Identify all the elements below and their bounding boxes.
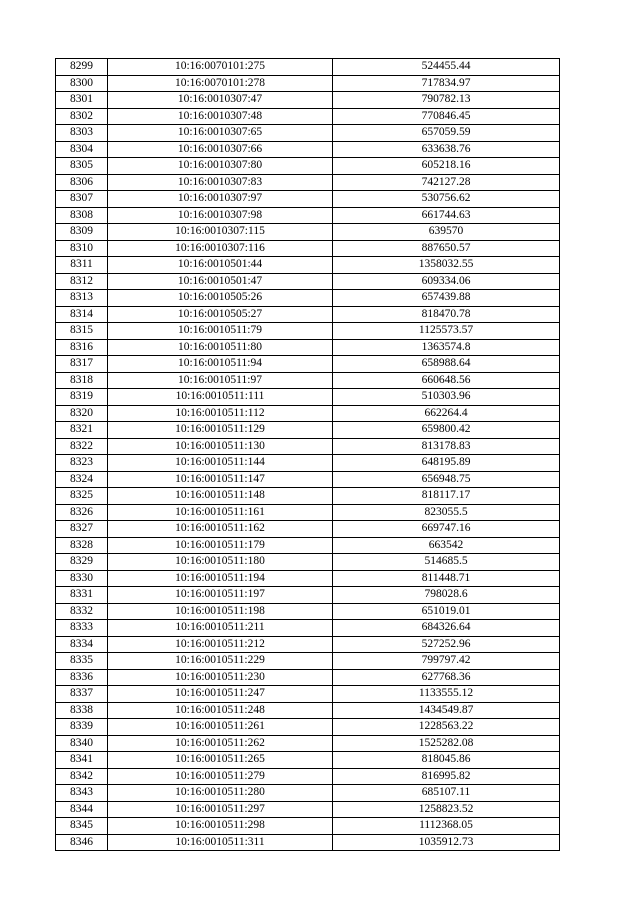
cadastral-number-cell: 10:16:0010511:147	[108, 471, 333, 488]
cadastral-number-cell: 10:16:0010505:26	[108, 290, 333, 307]
row-number-cell: 8346	[56, 834, 108, 851]
value-cell: 1525282.08	[333, 735, 560, 752]
row-number-cell: 8339	[56, 719, 108, 736]
value-cell: 1258823.52	[333, 801, 560, 818]
cadastral-number-cell: 10:16:0010511:161	[108, 504, 333, 521]
value-cell: 685107.11	[333, 785, 560, 802]
row-number-cell: 8318	[56, 372, 108, 389]
table-row	[56, 240, 560, 257]
row-number-cell: 8344	[56, 801, 108, 818]
cadastral-number-cell: 10:16:0010511:80	[108, 339, 333, 356]
cadastral-number-cell: 10:16:0010307:80	[108, 158, 333, 175]
cadastral-number-cell: 10:16:0010307:83	[108, 174, 333, 191]
value-cell: 1434549.87	[333, 702, 560, 719]
cadastral-number-cell: 10:16:0010307:66	[108, 141, 333, 158]
value-cell: 669747.16	[333, 521, 560, 538]
value-cell: 813178.83	[333, 438, 560, 455]
cadastral-number-cell: 10:16:0010511:179	[108, 537, 333, 554]
cadastral-number-cell: 10:16:0010511:211	[108, 620, 333, 637]
cadastral-number-cell: 10:16:0010307:47	[108, 92, 333, 109]
cadastral-number-cell: 10:16:0010501:44	[108, 257, 333, 274]
table-row	[56, 207, 560, 224]
value-cell: 648195.89	[333, 455, 560, 472]
value-cell: 1112368.05	[333, 818, 560, 835]
row-number-cell: 8336	[56, 669, 108, 686]
row-number-cell: 8331	[56, 587, 108, 604]
table-row	[56, 174, 560, 191]
table-row	[56, 801, 560, 818]
cadastral-number-cell: 10:16:0010511:94	[108, 356, 333, 373]
table-row	[56, 636, 560, 653]
table-row	[56, 356, 560, 373]
table-row	[56, 141, 560, 158]
cadastral-number-cell: 10:16:0010511:162	[108, 521, 333, 538]
cadastral-number-cell: 10:16:0010511:194	[108, 570, 333, 587]
value-cell: 887650.57	[333, 240, 560, 257]
table-row	[56, 158, 560, 175]
table-row	[56, 323, 560, 340]
value-cell: 656948.75	[333, 471, 560, 488]
row-number-cell: 8308	[56, 207, 108, 224]
table-row	[56, 422, 560, 439]
row-number-cell: 8302	[56, 108, 108, 125]
value-cell: 662264.4	[333, 405, 560, 422]
value-cell: 605218.16	[333, 158, 560, 175]
cadastral-number-cell: 10:16:0010511:148	[108, 488, 333, 505]
row-number-cell: 8328	[56, 537, 108, 554]
row-number-cell: 8333	[56, 620, 108, 637]
value-cell: 684326.64	[333, 620, 560, 637]
value-cell: 818470.78	[333, 306, 560, 323]
cadastral-number-cell: 10:16:0010511:298	[108, 818, 333, 835]
row-number-cell: 8322	[56, 438, 108, 455]
value-cell: 633638.76	[333, 141, 560, 158]
row-number-cell: 8332	[56, 603, 108, 620]
row-number-cell: 8316	[56, 339, 108, 356]
table-row	[56, 653, 560, 670]
value-cell: 651019.01	[333, 603, 560, 620]
value-cell: 627768.36	[333, 669, 560, 686]
cadastral-number-cell: 10:16:0010511:97	[108, 372, 333, 389]
value-cell: 811448.71	[333, 570, 560, 587]
cadastral-number-cell: 10:16:0010511:198	[108, 603, 333, 620]
row-number-cell: 8329	[56, 554, 108, 571]
table-row	[56, 75, 560, 92]
table-row	[56, 273, 560, 290]
row-number-cell: 8321	[56, 422, 108, 439]
table-row	[56, 768, 560, 785]
row-number-cell: 8330	[56, 570, 108, 587]
table-row	[56, 537, 560, 554]
row-number-cell: 8306	[56, 174, 108, 191]
cadastral-number-cell: 10:16:0010511:79	[108, 323, 333, 340]
cadastral-number-cell: 10:16:0010511:280	[108, 785, 333, 802]
row-number-cell: 8304	[56, 141, 108, 158]
value-cell: 639570	[333, 224, 560, 241]
table-row	[56, 620, 560, 637]
cadastral-number-cell: 10:16:0010501:47	[108, 273, 333, 290]
value-cell: 1133555.12	[333, 686, 560, 703]
cadastral-number-cell: 10:16:0010511:230	[108, 669, 333, 686]
table-row	[56, 339, 560, 356]
table-row	[56, 389, 560, 406]
cadastral-number-cell: 10:16:0010511:180	[108, 554, 333, 571]
value-cell: 818117.17	[333, 488, 560, 505]
cadastral-number-cell: 10:16:0010307:98	[108, 207, 333, 224]
table-row	[56, 834, 560, 851]
cadastral-number-cell: 10:16:0010505:27	[108, 306, 333, 323]
row-number-cell: 8303	[56, 125, 108, 142]
cadastral-number-cell: 10:16:0010307:97	[108, 191, 333, 208]
row-number-cell: 8338	[56, 702, 108, 719]
value-cell: 524455.44	[333, 59, 560, 76]
table-row	[56, 785, 560, 802]
row-number-cell: 8337	[56, 686, 108, 703]
value-cell: 823055.5	[333, 504, 560, 521]
row-number-cell: 8325	[56, 488, 108, 505]
table-row	[56, 702, 560, 719]
value-cell: 818045.86	[333, 752, 560, 769]
row-number-cell: 8300	[56, 75, 108, 92]
cadastral-number-cell: 10:16:0010511:229	[108, 653, 333, 670]
data-table	[55, 58, 560, 851]
row-number-cell: 8323	[56, 455, 108, 472]
table-row	[56, 224, 560, 241]
table-row	[56, 686, 560, 703]
value-cell: 659800.42	[333, 422, 560, 439]
value-cell: 798028.6	[333, 587, 560, 604]
table-row	[56, 669, 560, 686]
row-number-cell: 8327	[56, 521, 108, 538]
table-row	[56, 306, 560, 323]
value-cell: 530756.62	[333, 191, 560, 208]
row-number-cell: 8319	[56, 389, 108, 406]
row-number-cell: 8301	[56, 92, 108, 109]
table-row	[56, 603, 560, 620]
cadastral-number-cell: 10:16:0010307:116	[108, 240, 333, 257]
cadastral-number-cell: 10:16:0010511:265	[108, 752, 333, 769]
table-row	[56, 372, 560, 389]
cadastral-number-cell: 10:16:0010511:212	[108, 636, 333, 653]
cadastral-number-cell: 10:16:0010511:247	[108, 686, 333, 703]
value-cell: 717834.97	[333, 75, 560, 92]
table-row	[56, 521, 560, 538]
value-cell: 609334.06	[333, 273, 560, 290]
table-row	[56, 290, 560, 307]
value-cell: 742127.28	[333, 174, 560, 191]
value-cell: 799797.42	[333, 653, 560, 670]
row-number-cell: 8309	[56, 224, 108, 241]
cadastral-number-cell: 10:16:0010511:261	[108, 719, 333, 736]
cadastral-number-cell: 10:16:0010511:279	[108, 768, 333, 785]
row-number-cell: 8335	[56, 653, 108, 670]
table-row	[56, 818, 560, 835]
row-number-cell: 8299	[56, 59, 108, 76]
cadastral-number-cell: 10:16:0010511:248	[108, 702, 333, 719]
row-number-cell: 8310	[56, 240, 108, 257]
value-cell: 663542	[333, 537, 560, 554]
row-number-cell: 8340	[56, 735, 108, 752]
table-row	[56, 455, 560, 472]
row-number-cell: 8307	[56, 191, 108, 208]
value-cell: 1228563.22	[333, 719, 560, 736]
table-row	[56, 438, 560, 455]
value-cell: 660648.56	[333, 372, 560, 389]
value-cell: 1125573.57	[333, 323, 560, 340]
cadastral-number-cell: 10:16:0010511:130	[108, 438, 333, 455]
table-row	[56, 92, 560, 109]
row-number-cell: 8312	[56, 273, 108, 290]
cadastral-number-cell: 10:16:0010511:144	[108, 455, 333, 472]
cadastral-number-cell: 10:16:0070101:278	[108, 75, 333, 92]
table-row	[56, 570, 560, 587]
cadastral-number-cell: 10:16:0010511:112	[108, 405, 333, 422]
table-row	[56, 735, 560, 752]
cadastral-number-cell: 10:16:0010511:197	[108, 587, 333, 604]
cadastral-number-cell: 10:16:0010511:262	[108, 735, 333, 752]
value-cell: 1358032.55	[333, 257, 560, 274]
row-number-cell: 8341	[56, 752, 108, 769]
value-cell: 514685.5	[333, 554, 560, 571]
value-cell: 1363574.8	[333, 339, 560, 356]
table-row	[56, 257, 560, 274]
table-row	[56, 554, 560, 571]
cadastral-number-cell: 10:16:0010307:65	[108, 125, 333, 142]
row-number-cell: 8311	[56, 257, 108, 274]
row-number-cell: 8320	[56, 405, 108, 422]
row-number-cell: 8326	[56, 504, 108, 521]
row-number-cell: 8334	[56, 636, 108, 653]
value-cell: 770846.45	[333, 108, 560, 125]
cadastral-number-cell: 10:16:0010307:115	[108, 224, 333, 241]
table-row	[56, 108, 560, 125]
row-number-cell: 8324	[56, 471, 108, 488]
value-cell: 661744.63	[333, 207, 560, 224]
table-row	[56, 191, 560, 208]
value-cell: 657059.59	[333, 125, 560, 142]
value-cell: 1035912.73	[333, 834, 560, 851]
table-row	[56, 504, 560, 521]
table-row	[56, 488, 560, 505]
cadastral-number-cell: 10:16:0010511:129	[108, 422, 333, 439]
table-body	[56, 59, 560, 851]
table-row	[56, 471, 560, 488]
table-row	[56, 719, 560, 736]
cadastral-number-cell: 10:16:0010307:48	[108, 108, 333, 125]
table-row	[56, 59, 560, 76]
cadastral-number-cell: 10:16:0010511:311	[108, 834, 333, 851]
value-cell: 816995.82	[333, 768, 560, 785]
cadastral-number-cell: 10:16:0010511:111	[108, 389, 333, 406]
row-number-cell: 8317	[56, 356, 108, 373]
cadastral-number-cell: 10:16:0010511:297	[108, 801, 333, 818]
table-row	[56, 752, 560, 769]
row-number-cell: 8314	[56, 306, 108, 323]
table-row	[56, 125, 560, 142]
row-number-cell: 8305	[56, 158, 108, 175]
table-row	[56, 587, 560, 604]
value-cell: 657439.88	[333, 290, 560, 307]
cadastral-number-cell: 10:16:0070101:275	[108, 59, 333, 76]
value-cell: 527252.96	[333, 636, 560, 653]
row-number-cell: 8345	[56, 818, 108, 835]
value-cell: 658988.64	[333, 356, 560, 373]
row-number-cell: 8313	[56, 290, 108, 307]
row-number-cell: 8343	[56, 785, 108, 802]
table-row	[56, 405, 560, 422]
row-number-cell: 8342	[56, 768, 108, 785]
value-cell: 510303.96	[333, 389, 560, 406]
value-cell: 790782.13	[333, 92, 560, 109]
row-number-cell: 8315	[56, 323, 108, 340]
